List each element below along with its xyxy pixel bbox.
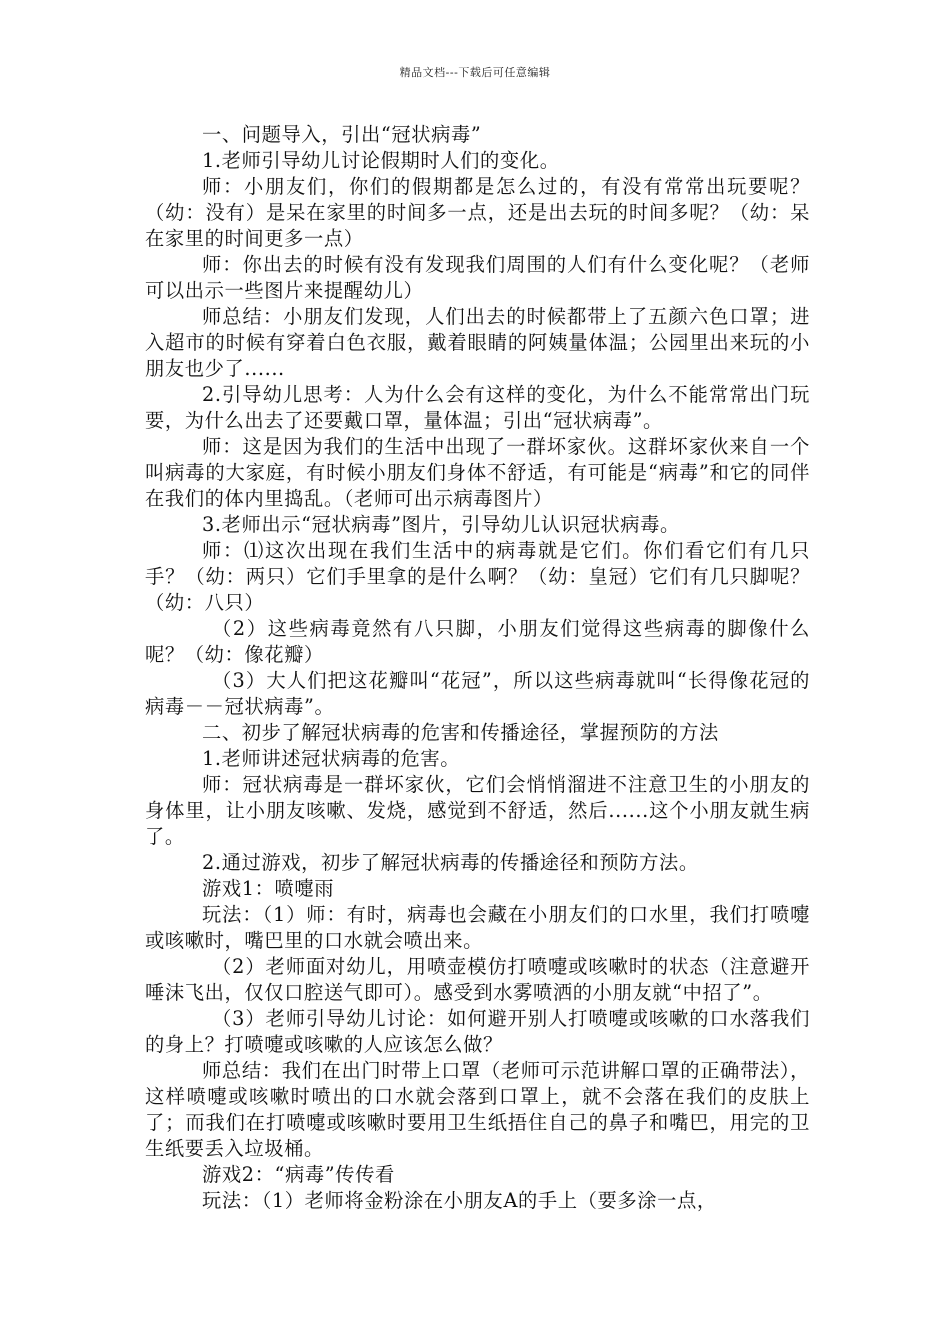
paragraph: 师：你出去的时候有没有发现我们周围的人们有什么变化呢？（老师可以出示一些图片来提醒幼儿）: [145, 253, 810, 302]
paragraph: （3）大人们把这花瓣叫“花冠”，所以这些病毒就叫“长得像花冠的病毒－－冠状病毒”。: [145, 669, 810, 718]
paragraph: 玩法：（1）老师将金粉涂在小朋友A的手上（要多涂一点，: [202, 1189, 717, 1212]
game-title: 游戏2：“病毒”传传看: [202, 1163, 395, 1186]
paragraph: 师：小朋友们，你们的假期都是怎么过的，有没有常常出玩要呢？（幼：没有）是呆在家里的时间多一点，还是出去玩的时间多呢？（幼：呆在家里的时间更多一点）: [145, 175, 810, 250]
paragraph: 1.老师讲述冠状病毒的危害。: [202, 747, 461, 770]
page-header: 精品文档---下载后可任意编辑: [399, 66, 551, 79]
paragraph: 1.老师引导幼儿讨论假期时人们的变化。: [202, 149, 560, 172]
section-heading-2: 二、初步了解冠状病毒的危害和传播途径，掌握预防的方法: [202, 721, 719, 744]
paragraph: （2）老师面对幼儿，用喷壶模仿打喷嚏或咳嗽时的状态（注意避开唾沫飞出，仅仅口腔送气即可）。感受到水雾喷洒的小朋友就“中招了”。: [145, 955, 810, 1004]
paragraph: 3.老师出示“冠状病毒”图片，引导幼儿认识冠状病毒。: [202, 513, 680, 536]
paragraph: 师总结：我们在出门时带上口罩（老师可示范讲解口罩的正确带法），这样喷嚏或咳嗽时喷出的口水就会落到口罩上，就不会落在我们的皮肤上了；而我们在打喷嚏或咳嗽时要用卫生纸捂住自己的鼻子和嘴巴，用完的卫生纸要丢入垃圾桶。: [145, 1059, 810, 1160]
paragraph: 师：⑴这次出现在我们生活中的病毒就是它们。你们看它们有几只手？（幼：两只）它们手里拿的是什么啊？（幼：皇冠）它们有几只脚呢？（幼：八只）: [145, 539, 810, 614]
paragraph: 2.通过游戏，初步了解冠状病毒的传播途径和预防方法。: [202, 851, 699, 874]
paragraph: （2）这些病毒竟然有八只脚，小朋友们觉得这些病毒的脚像什么呢？（幼：像花瓣）: [145, 617, 810, 666]
document-body: [145, 122, 810, 1214]
paragraph: 玩法：（1）师：有时，病毒也会藏在小朋友们的口水里，我们打喷嚏或咳嗽时，嘴巴里的口水就会喷出来。: [145, 903, 810, 952]
paragraph: 师：冠状病毒是一群坏家伙，它们会悄悄溜进不注意卫生的小朋友的身体里，让小朋友咳嗽、发烧，感觉到不舒适，然后......这个小朋友就生病了。: [145, 773, 810, 848]
paragraph: 2.引导幼儿思考：人为什么会有这样的变化，为什么不能常常出门玩要，为什么出去了还要戴口罩，量体温；引出“冠状病毒”。: [145, 383, 810, 432]
paragraph: 师：这是因为我们的生活中出现了一群坏家伙。这群坏家伙来自一个叫病毒的大家庭，有时候小朋友们身体不舒适，有可能是“病毒”和它的同伴在我们的体内里捣乱。（老师可出示病毒图片）: [145, 435, 810, 510]
section-heading-1: 一、问题导入，引出“冠状病毒”: [202, 123, 482, 146]
game-title: 游戏1：喷嚏雨: [202, 877, 335, 900]
paragraph: （3）老师引导幼儿讨论：如何避开别人打喷嚏或咳嗽的口水落我们的身上？打喷嚏或咳嗽的人应该怎么做？: [145, 1007, 810, 1056]
paragraph: 师总结：小朋友们发现，人们出去的时候都带上了五颜六色口罩；进入超市的时候有穿着白色衣服，戴着眼睛的阿姨量体温；公园里出来玩的小朋友也少了......: [145, 305, 810, 380]
